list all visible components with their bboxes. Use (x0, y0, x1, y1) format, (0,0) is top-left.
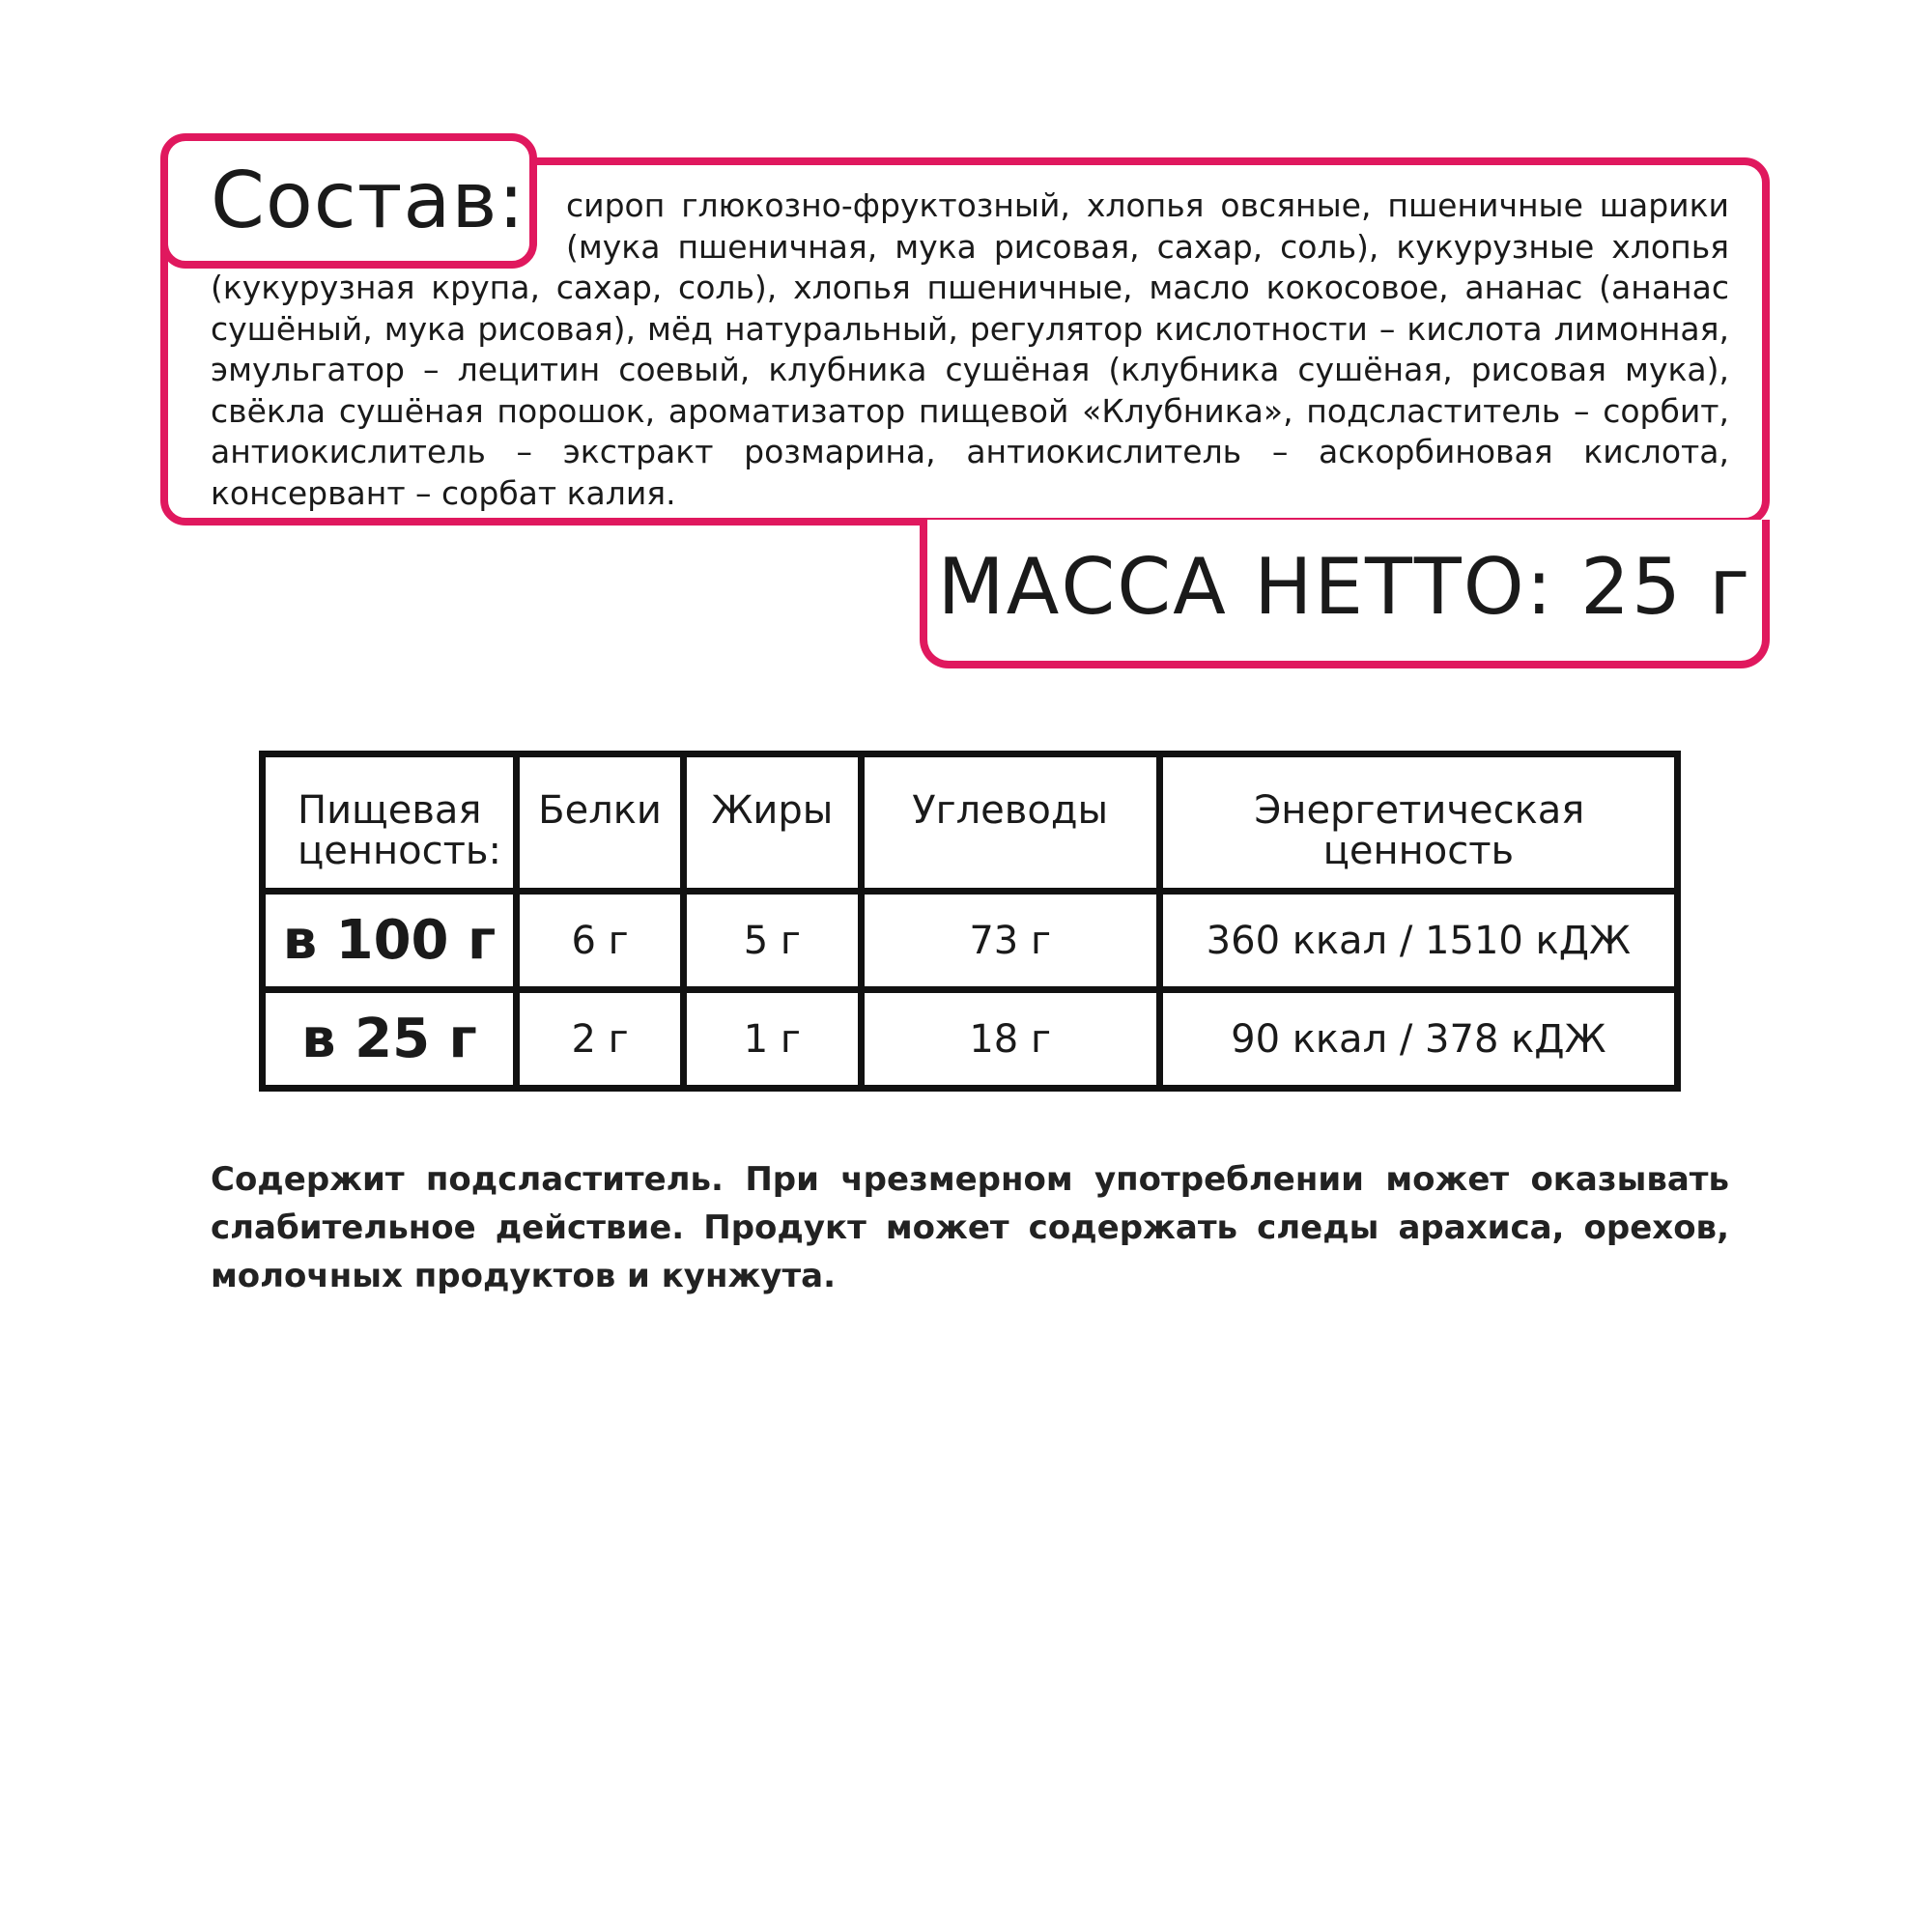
composition-title: Состав: (211, 156, 526, 245)
table-row (263, 892, 1678, 990)
fat-25g: 1 г (684, 990, 861, 1089)
net-weight-label: МАССА НЕТТО: 25 г (937, 541, 1752, 632)
header-fat: Жиры (684, 754, 861, 892)
warning-note: Содержит подсластитель. При чрезмерном употреблении может оказывать слабительное действие. Продукт может содержать следы арахиса, орехов, молочных продуктов и кунжута. (211, 1160, 1729, 1295)
ingredients-paragraph (211, 185, 1729, 514)
carbs-100g: 73 г (861, 892, 1159, 990)
table-row (263, 990, 1678, 1089)
header-energy: Энергетическая ценность (1159, 754, 1677, 892)
nutrition-table (259, 751, 1681, 1092)
protein-25g: 2 г (516, 990, 683, 1089)
header-protein: Белки (516, 754, 683, 892)
header-carbs: Углеводы (861, 754, 1159, 892)
net-weight-panel (920, 520, 1770, 668)
carbs-25g: 18 г (861, 990, 1159, 1089)
ingredients-text: сироп глюкозно-фруктозный, хлопья овсяные, пшеничные шарики (мука пшеничная, мука рисовая, сахар, соль), кукурузные хлопья (кукурузная крупа, сахар, соль), хлопья пшеничные, масло кокосовое, ананас (ананас сушёный, мука рисовая), мёд натуральный, регулятор кислотности – кислота лимонная, эмульгатор – лецитин соевый, клубника сушёная (клубника сушёная, рисовая мука), свёкла сушёная порошок, ароматизатор пищевой «Клубника», подсластитель – сорбит, антиокислитель – экстракт розмарина, антиокислитель – аскорбиновая кислота, консервант – сорбат калия. (211, 186, 1729, 512)
row-label-100g: в 100 г (263, 892, 517, 990)
energy-25g: 90 ккал / 378 кДЖ (1159, 990, 1677, 1089)
fat-100g: 5 г (684, 892, 861, 990)
energy-100g: 360 ккал / 1510 кДЖ (1159, 892, 1677, 990)
row-label-25g: в 25 г (263, 990, 517, 1089)
header-nutrition-value: Пищевая ценность: (263, 754, 517, 892)
title-spacer (211, 185, 566, 267)
protein-100g: 6 г (516, 892, 683, 990)
nutrition-header-row (263, 754, 1678, 892)
